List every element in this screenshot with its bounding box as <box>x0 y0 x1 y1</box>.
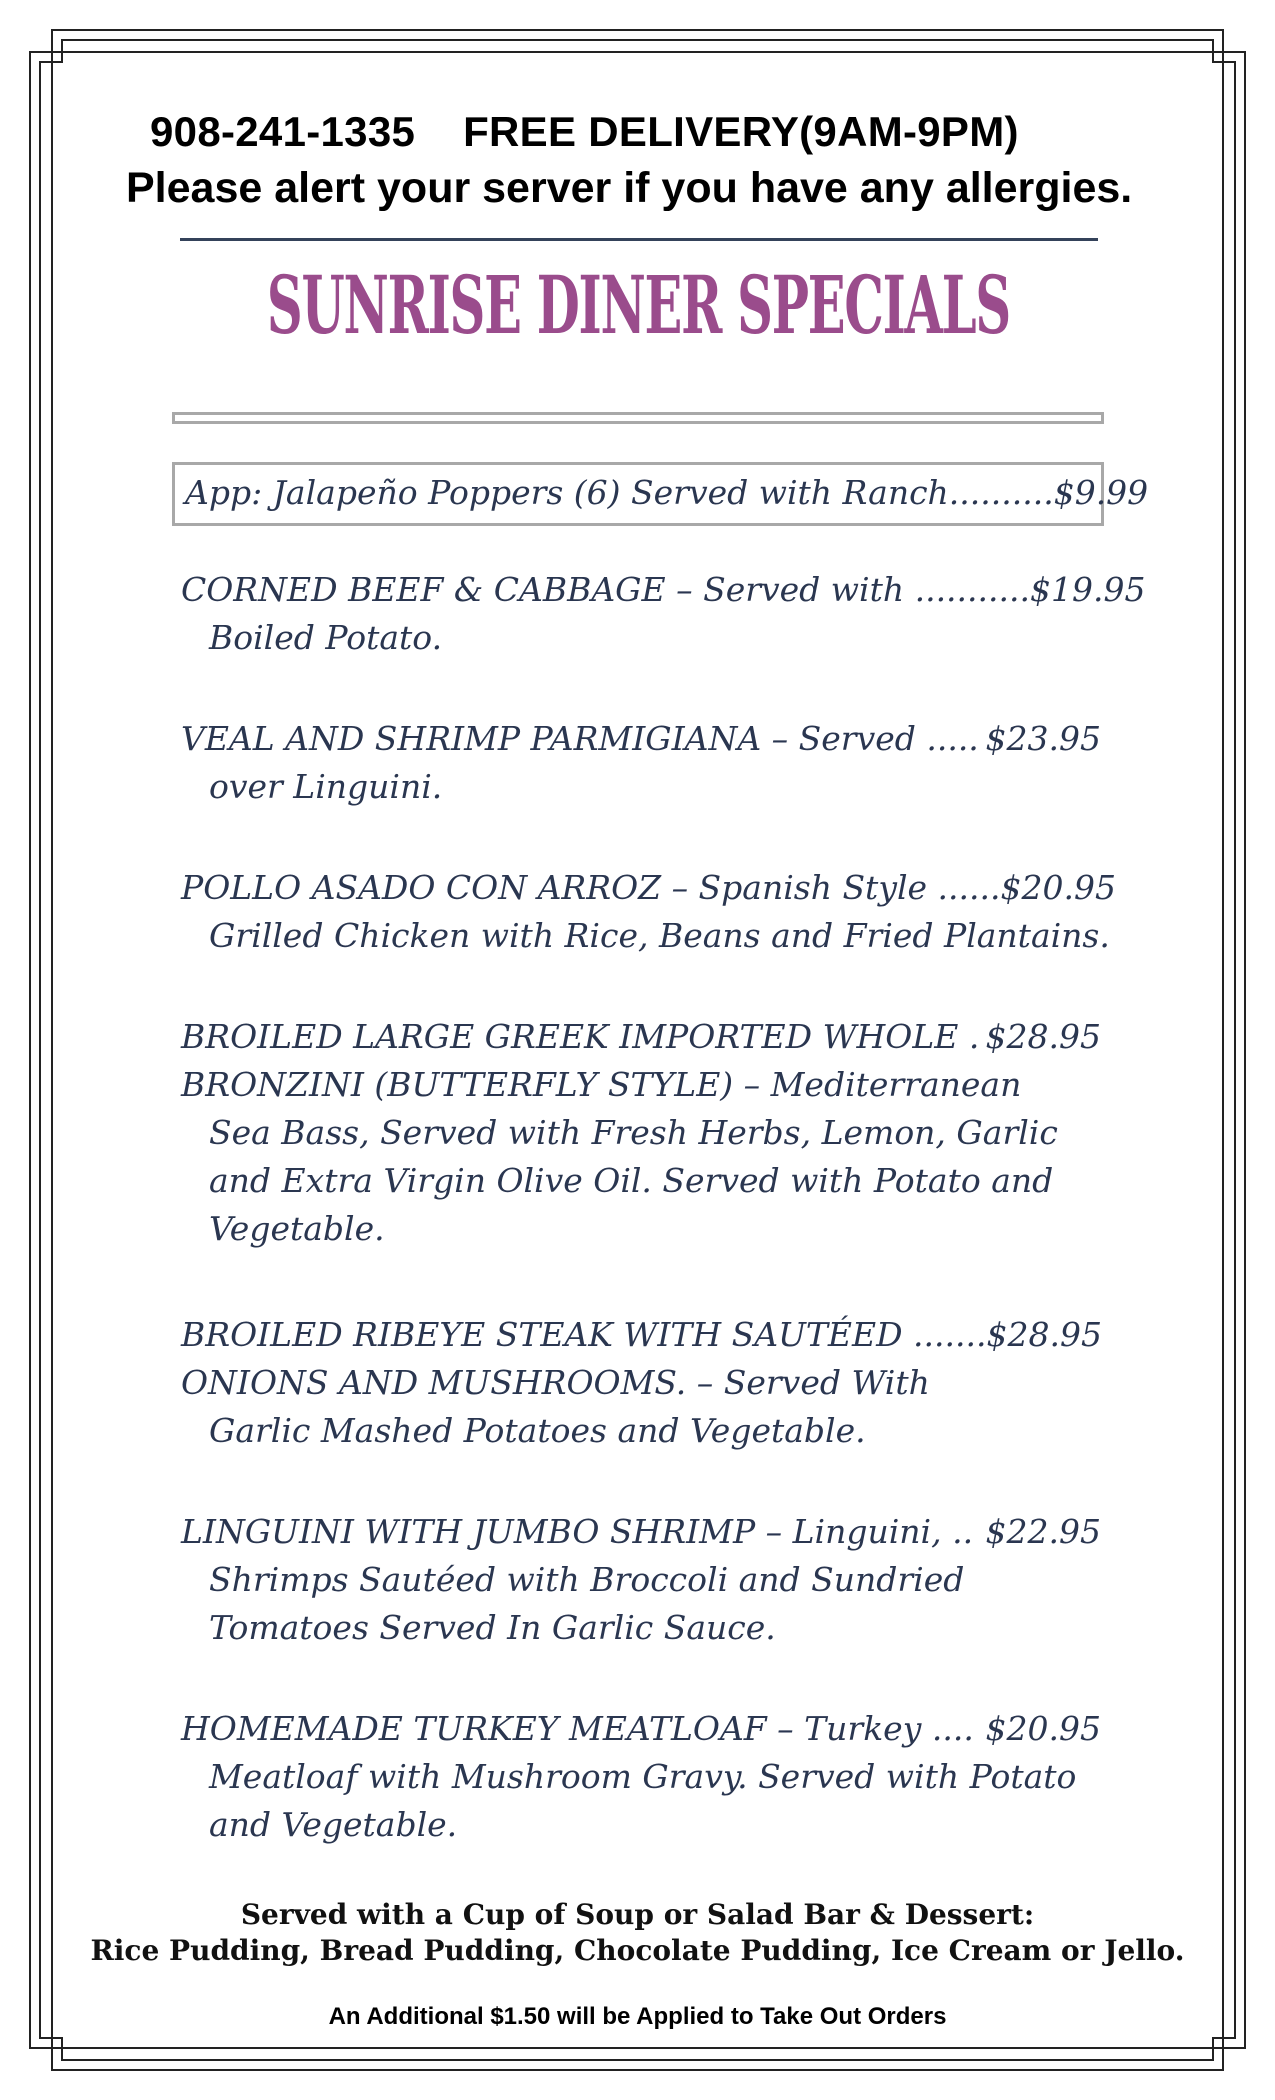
item-name-continued: BRONZINI (BUTTERFLY STYLE) – Mediterranean <box>181 1065 1022 1104</box>
menu-item <box>181 566 1146 662</box>
item-name: LINGUINI WITH JUMBO SHRIMP – Linguini, .. <box>181 1512 974 1551</box>
item-description: and Vegetable. <box>209 1805 458 1844</box>
item-price: $20.95 <box>1000 868 1116 907</box>
menu-item <box>181 1013 1101 1253</box>
item-description: and Extra Virgin Olive Oil. Served with Potato and <box>209 1161 1054 1200</box>
menu-title: SUNRISE DINER SPECIALS <box>266 258 1010 352</box>
item-price: $23.95 <box>985 719 1101 758</box>
item-description: over Linguini. <box>209 767 443 806</box>
item-name: BROILED LARGE GREEK IMPORTED WHOLE . <box>181 1017 980 1056</box>
item-description: Meatloaf with Mushroom Gravy. Served with Potato <box>209 1757 1077 1796</box>
delivery-hours: FREE DELIVERY(9AM-9PM) <box>463 108 1019 155</box>
takeout-fee-note: An Additional $1.50 will be Applied to Take Out Orders <box>328 2003 947 2030</box>
appetizer-box: App: Jalapeño Poppers (6) Served with Ranch..........$9.99 <box>172 462 1104 526</box>
title-divider <box>180 238 1098 241</box>
allergy-notice: Please alert your server if you have any allergies. <box>126 164 1133 212</box>
item-description: Grilled Chicken with Rice, Beans and Fried Plantains. <box>209 916 1110 955</box>
item-description: Sea Bass, Served with Fresh Herbs, Lemon, Garlic <box>209 1113 1058 1152</box>
item-price: $22.95 <box>985 1512 1101 1551</box>
item-price: $19.95 <box>1029 570 1146 609</box>
item-name: CORNED BEEF & CABBAGE – Served with ........... <box>181 570 1030 609</box>
item-name: POLLO ASADO CON ARROZ – Spanish Style ...... <box>181 868 1001 907</box>
menu-item <box>181 1705 1101 1849</box>
item-description: Tomatoes Served In Garlic Sauce. <box>209 1608 776 1647</box>
menu-item <box>181 864 1116 960</box>
item-name: HOMEMADE TURKEY MEATLOAF – Turkey .... <box>181 1709 974 1748</box>
title-underline-box <box>172 412 1104 424</box>
menu-item <box>181 1508 1101 1652</box>
item-description: Boiled Potato. <box>209 618 443 657</box>
served-with-note: Served with a Cup of Soup or Salad Bar & Dessert: <box>240 1898 1035 1931</box>
item-price: $20.95 <box>985 1709 1101 1748</box>
item-price: $28.95 <box>985 1017 1101 1056</box>
item-description: Shrimps Sautéed with Broccoli and Sundried <box>209 1560 965 1599</box>
contact-line <box>150 108 1150 156</box>
item-price: $28.95 <box>986 1315 1102 1354</box>
item-name-continued: ONIONS AND MUSHROOMS. – Served With <box>181 1363 930 1402</box>
menu-item <box>181 1311 1101 1455</box>
item-name: BROILED RIBEYE STEAK WITH SAUTÉED ....... <box>181 1315 987 1354</box>
dessert-options: Rice Pudding, Bread Pudding, Chocolate Pudding, Ice Cream or Jello. <box>90 1934 1185 1967</box>
specials-list <box>181 566 1146 1849</box>
item-description: Garlic Mashed Potatoes and Vegetable. <box>209 1411 866 1450</box>
item-description: Vegetable. <box>209 1209 385 1248</box>
menu-item <box>181 715 1101 811</box>
phone-number: 908-241-1335 <box>150 108 416 155</box>
item-name: VEAL AND SHRIMP PARMIGIANA – Served ..... <box>181 719 979 758</box>
